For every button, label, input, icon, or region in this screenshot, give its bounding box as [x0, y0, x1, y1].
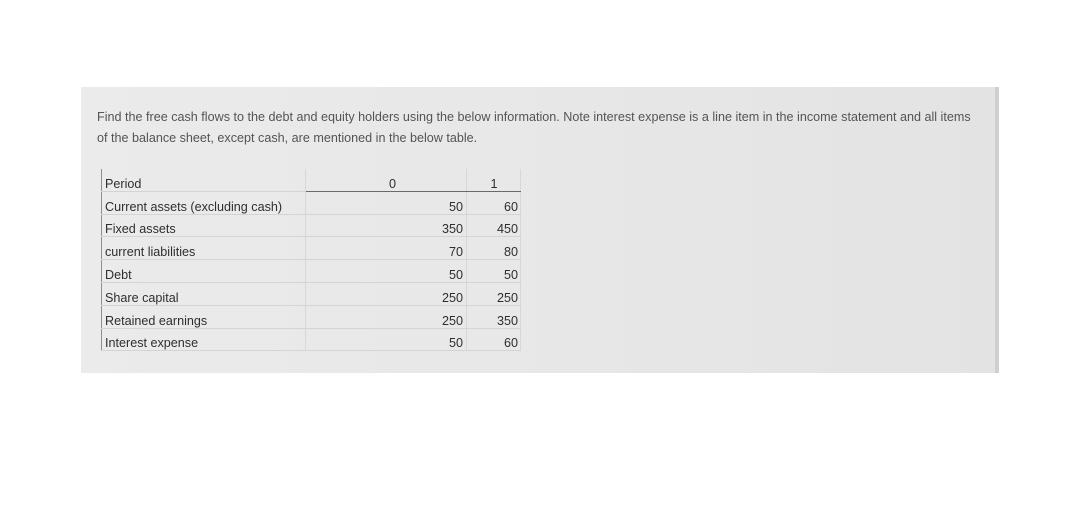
data-table — [101, 169, 521, 351]
row-value-0: 70 — [306, 237, 467, 260]
row-value-1: 250 — [467, 282, 521, 305]
row-value-0: 50 — [306, 328, 467, 351]
row-value-0: 50 — [306, 191, 467, 214]
table-row — [102, 305, 521, 328]
header-period-1: 1 — [467, 169, 521, 191]
row-label: Interest expense — [102, 328, 306, 351]
row-value-0: 350 — [306, 214, 467, 237]
question-photo — [81, 87, 999, 373]
table-row — [102, 328, 521, 351]
row-value-1: 60 — [467, 328, 521, 351]
row-value-1: 60 — [467, 191, 521, 214]
table-row — [102, 282, 521, 305]
row-value-1: 350 — [467, 305, 521, 328]
row-label: Share capital — [102, 282, 306, 305]
row-label: current liabilities — [102, 237, 306, 260]
question-text: Find the free cash flows to the debt and equity holders using the below information. Note interest expense is a line item in the income statement and all items of the balance sheet, except cash, are mentioned in the below table. — [97, 110, 971, 145]
header-period-0: 0 — [306, 169, 467, 191]
row-label: Current assets (excluding cash) — [102, 191, 306, 214]
row-value-1: 50 — [467, 260, 521, 283]
row-value-0: 50 — [306, 260, 467, 283]
row-value-1: 450 — [467, 214, 521, 237]
row-label: Fixed assets — [102, 214, 306, 237]
table-header-row — [102, 169, 521, 191]
row-value-1: 80 — [467, 237, 521, 260]
table-row — [102, 260, 521, 283]
table-row — [102, 191, 521, 214]
row-label: Retained earnings — [102, 305, 306, 328]
table-row — [102, 214, 521, 237]
row-value-0: 250 — [306, 305, 467, 328]
header-period: Period — [102, 169, 306, 191]
table-row — [102, 237, 521, 260]
row-value-0: 250 — [306, 282, 467, 305]
row-label: Debt — [102, 260, 306, 283]
